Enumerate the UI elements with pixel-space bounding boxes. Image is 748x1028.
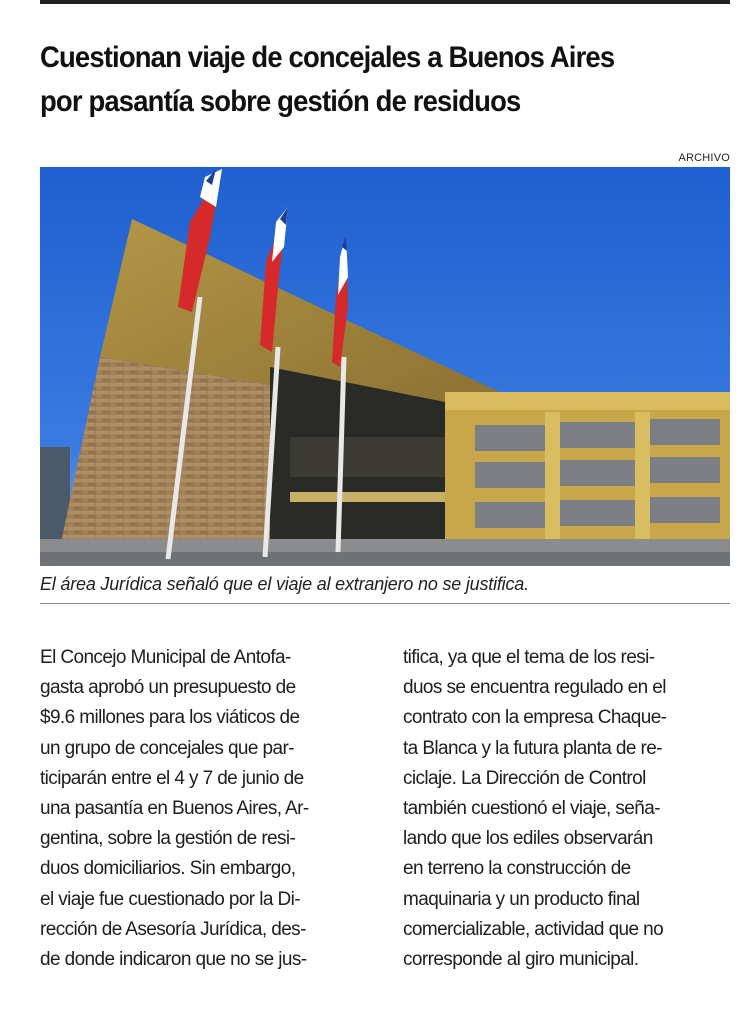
body-line: también cuestionó el viaje, seña-: [403, 798, 660, 820]
body-line: el viaje fue cuestionado por la Di-: [40, 888, 300, 910]
photo-credit: ARCHIVO: [678, 152, 730, 164]
body-line: lando que los ediles observarán: [403, 828, 653, 850]
body-line: $9.6 millones para los viáticos de: [40, 707, 300, 729]
municipal-building-illustration: [40, 167, 730, 566]
body-line: ta Blanca y la futura planta de re-: [403, 737, 662, 759]
body-line: corresponde al giro municipal.: [403, 949, 639, 971]
body-line: tifica, ya que el tema de los resi-: [403, 647, 655, 668]
body-line: contrato con la empresa Chaque-: [403, 707, 667, 729]
body-line: de donde indicaron que no se jus-: [40, 949, 307, 971]
body-line: gentina, sobre la gestión de resi-: [40, 828, 296, 850]
article-column-right: [403, 643, 733, 975]
body-line: El Concejo Municipal de Antofa-: [40, 647, 291, 668]
headline-line-1: Cuestionan viaje de concejales a Buenos Aires: [40, 41, 615, 74]
caption-rule: [40, 603, 730, 604]
body-line: un grupo de concejales que par-: [40, 737, 294, 759]
body-line: rección de Asesoría Jurídica, des-: [40, 918, 306, 940]
body-line: ciclaje. La Dirección de Control: [403, 767, 646, 789]
body-line: comercializable, actividad que no: [403, 918, 664, 940]
headline: [40, 36, 691, 124]
body-line: duos domiciliarios. Sin embargo,: [40, 858, 296, 880]
body-line: una pasantía en Buenos Aires, Ar-: [40, 798, 309, 820]
photo-caption: El área Jurídica señaló que el viaje al extranjero no se justifica.: [40, 574, 529, 594]
headline-line-2: por pasantía sobre gestión de residuos: [40, 85, 521, 118]
body-line: duos se encuentra regulado en el: [403, 677, 666, 699]
body-line: maquinaria y un producto final: [403, 888, 640, 910]
body-line: ticiparán entre el 4 y 7 de junio de: [40, 767, 304, 789]
article-column-left: [40, 643, 370, 975]
body-line: gasta aprobó un presupuesto de: [40, 677, 296, 699]
article-photo: [40, 167, 730, 566]
top-rule: [40, 0, 730, 4]
body-line: en terreno la construcción de: [403, 858, 631, 880]
